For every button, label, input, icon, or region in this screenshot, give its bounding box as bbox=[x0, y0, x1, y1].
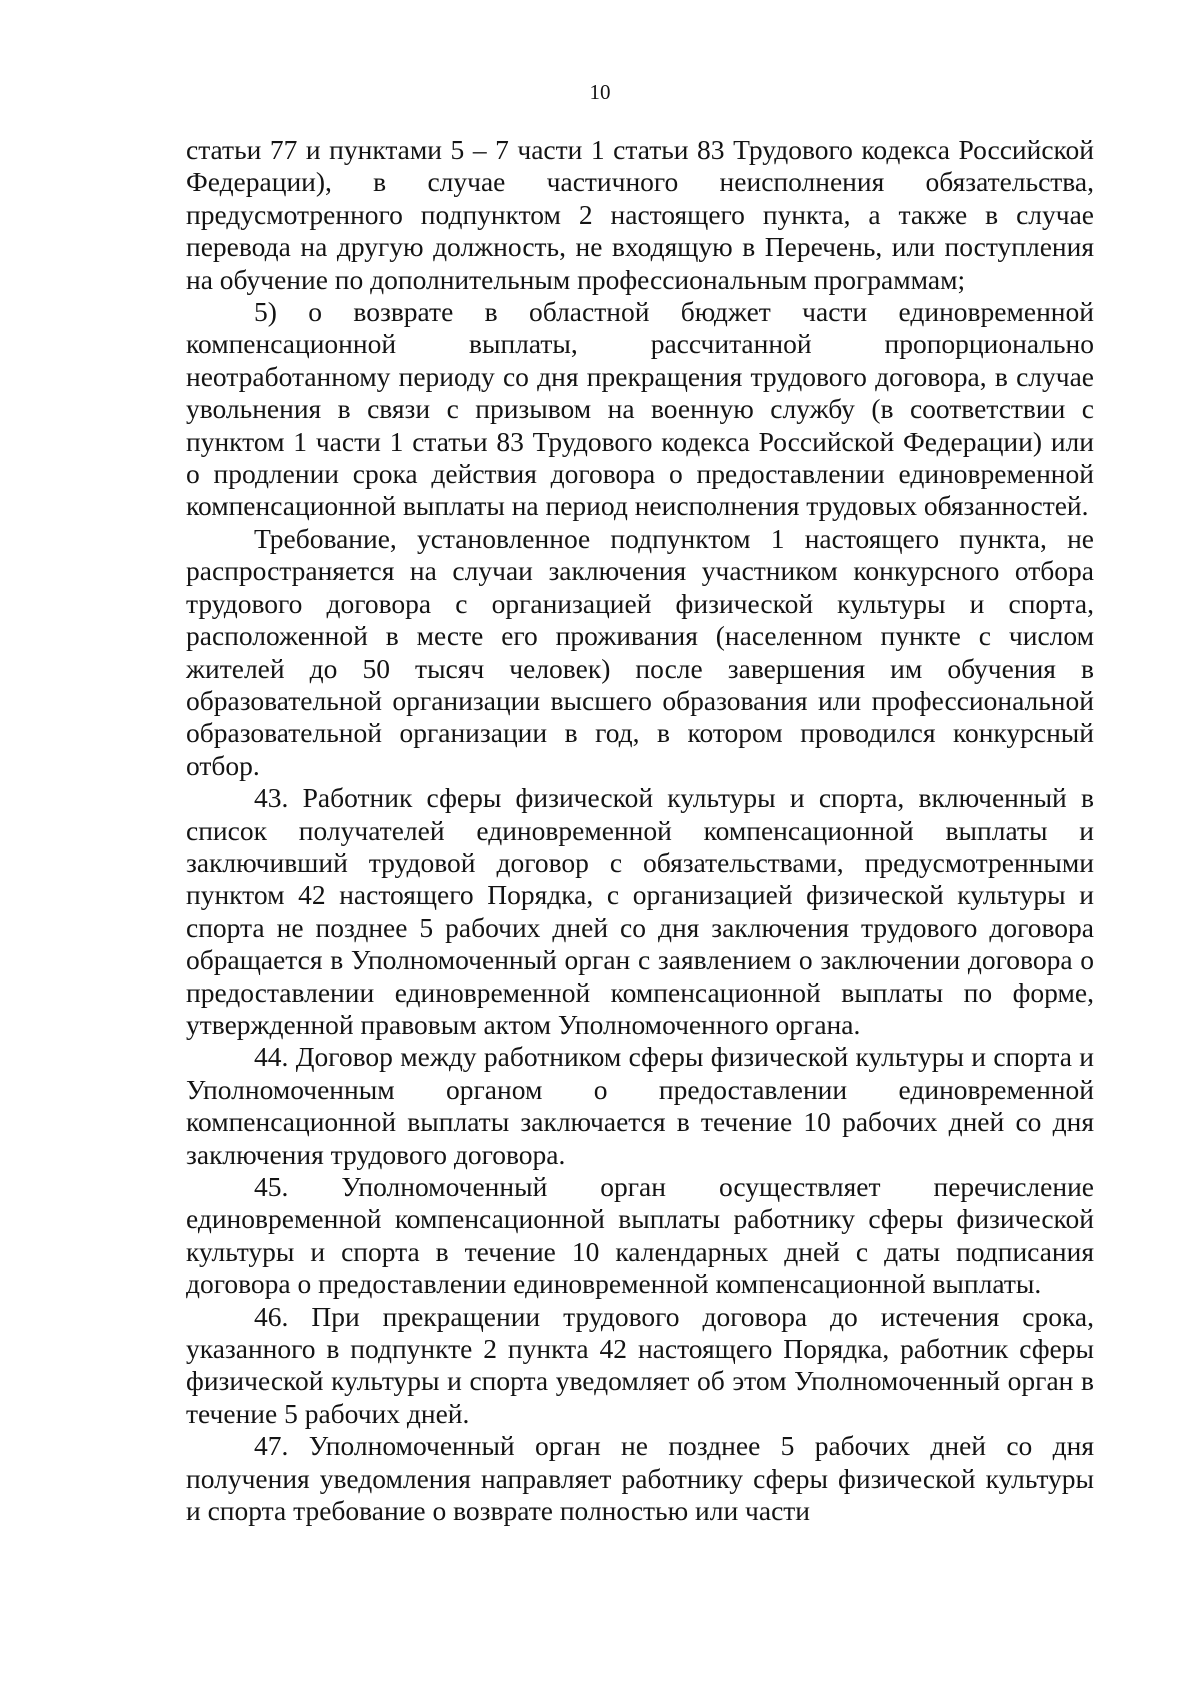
document-body bbox=[186, 134, 1094, 1527]
paragraph-clause-47: 47. Уполномоченный орган не позднее 5 рабочих дней со дня получения уведомления направляет работнику сферы физической культуры и спорта требование о возврате полностью или части bbox=[186, 1430, 1094, 1527]
paragraph-subitem-5: 5) о возврате в областной бюджет части единовременной компенсационной выплаты, рассчитанной пропорционально неотработанному периоду со дня прекращения трудового договора, в случае увольнения в связи с призывом на военную службу (в соответствии с пунктом 1 части 1 статьи 83 Трудового кодекса Российской Федерации) или о продлении срока действия договора о предоставлении единовременной компенсационной выплаты на период неисполнения трудовых обязанностей. bbox=[186, 296, 1094, 522]
paragraph-requirement-exception: Требование, установленное подпунктом 1 настоящего пункта, не распространяется на случаи заключения участником конкурсного отбора трудового договора с организацией физической культуры и спорта, расположенной в месте его проживания (населенном пункте с числом жителей до 50 тысяч человек) после завершения им обучения в образовательной организации высшего образования или профессиональной образовательной организации в год, в котором проводился конкурсный отбор. bbox=[186, 522, 1094, 781]
paragraph-clause-44: 44. Договор между работником сферы физической культуры и спорта и Уполномоченным органом о предоставлении единовременной компенсационной выплаты заключается в течение 10 рабочих дней со дня заключения трудового договора. bbox=[186, 1041, 1094, 1170]
paragraph-clause-43: 43. Работник сферы физической культуры и спорта, включенный в список получателей единовременной компенсационной выплаты и заключивший трудовой договор с обязательствами, предусмотренными пунктом 42 настоящего Порядка, с организацией физической культуры и спорта не позднее 5 рабочих дней со дня заключения трудового договора обращается в Уполномоченный орган с заявлением о заключении договора о предоставлении единовременной компенсационной выплаты по форме, утвержденной правовым актом Уполномоченного органа. bbox=[186, 782, 1094, 1040]
paragraph-clause-46: 46. При прекращении трудового договора до истечения срока, указанного в подпункте 2 пункта 42 настоящего Порядка, работник сферы физической культуры и спорта уведомляет об этом Уполномоченный орган в течение 5 рабочих дней. bbox=[186, 1300, 1094, 1429]
paragraph-continuation: статьи 77 и пунктами 5 – 7 части 1 статьи 83 Трудового кодекса Российской Федерации), в случае частичного неисполнения обязательства, предусмотренного подпунктом 2 настоящего пункта, а также в случае перевода на другую должность, не входящую в Перечень, или поступления на обучение по дополнительным профессиональным программам; bbox=[186, 134, 1094, 295]
paragraph-clause-45: 45. Уполномоченный орган осуществляет перечисление единовременной компенсационной выплаты работнику сферы физической культуры и спорта в течение 10 календарных дней с даты подписания договора о предоставлении единовременной компенсационной выплаты. bbox=[186, 1171, 1094, 1300]
page-number: 10 bbox=[589, 80, 611, 104]
